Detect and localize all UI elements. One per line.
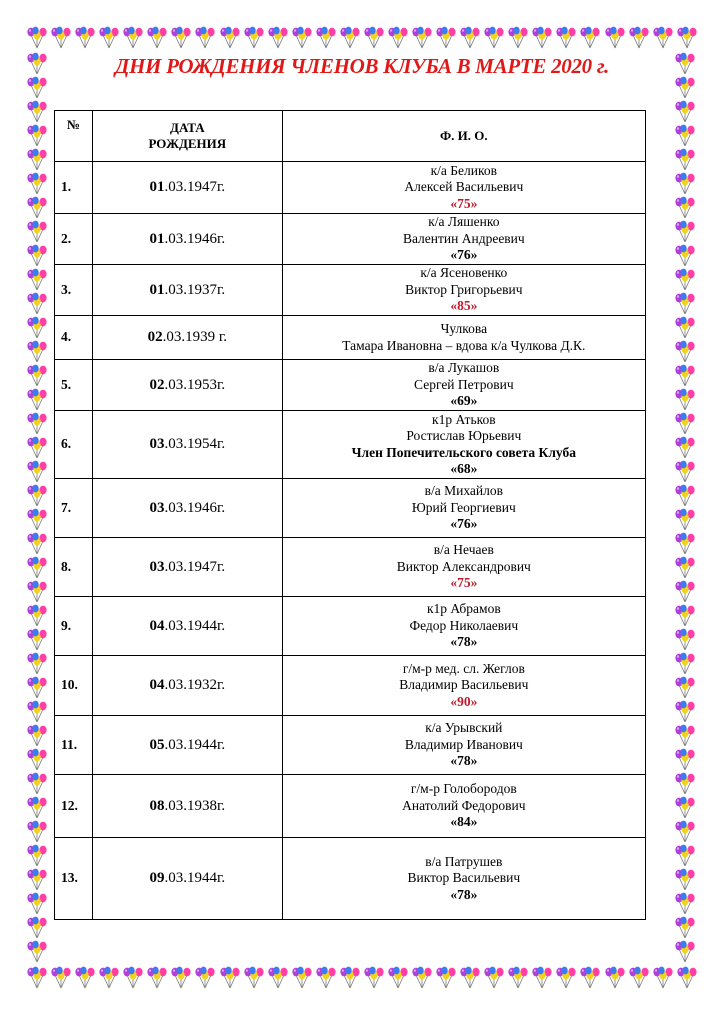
member-age-badge: «78» <box>450 634 478 650</box>
member-name-cell <box>282 162 645 214</box>
member-age-badge: «84» <box>450 814 478 830</box>
balloon-icon <box>26 244 48 268</box>
member-rank-surname: в/а Лукашов <box>428 360 500 376</box>
birth-day: 04 <box>149 617 165 634</box>
balloon-icon <box>243 966 265 990</box>
balloon-icon <box>674 844 696 868</box>
row-number: 12. <box>55 775 93 838</box>
balloon-icon <box>652 26 674 50</box>
balloon-icon <box>26 652 48 676</box>
table-row <box>55 838 646 920</box>
member-age-badge: «78» <box>450 753 478 769</box>
table-row <box>55 775 646 838</box>
member-name-line: Сергей Петрович <box>414 376 514 392</box>
member-rank-surname: в/а Нечаев <box>433 542 494 558</box>
balloon-icon <box>26 364 48 388</box>
member-name-cell <box>282 838 645 920</box>
balloon-icon <box>674 796 696 820</box>
page-title: ДНИ РОЖДЕНИЯ ЧЛЕНОВ КЛУБА В МАРТЕ 2020 г. <box>115 54 609 78</box>
balloon-icon <box>26 868 48 892</box>
member-name-cell <box>282 411 645 479</box>
balloon-icon <box>555 26 577 50</box>
member-name-cell <box>282 775 645 838</box>
balloon-icon <box>26 628 48 652</box>
table-row <box>55 716 646 775</box>
member-name-cell <box>282 479 645 538</box>
balloon-icon <box>26 100 48 124</box>
balloon-icon <box>483 26 505 50</box>
member-name-cell <box>282 316 645 360</box>
birth-month-year: .03.1938г. <box>164 797 226 814</box>
balloon-icon <box>531 26 553 50</box>
balloon-icon <box>26 772 48 796</box>
member-rank-surname: к1р Атьков <box>432 411 496 427</box>
member-name-line: Ростислав Юрьевич <box>406 428 522 443</box>
header-date <box>92 111 282 162</box>
balloon-icon <box>674 940 696 964</box>
member-age-badge: «68» <box>450 461 478 476</box>
birth-month-year: .03.1937г. <box>164 281 226 298</box>
birth-day: 02 <box>147 329 163 346</box>
balloon-icon <box>26 916 48 940</box>
row-number: 1. <box>55 162 93 214</box>
balloon-icon <box>26 796 48 820</box>
balloon-icon <box>26 484 48 508</box>
balloon-icon <box>26 460 48 484</box>
birth-day: 04 <box>149 677 165 694</box>
row-number: 11. <box>55 716 93 775</box>
balloon-icon <box>26 508 48 532</box>
member-note: Член Попечительского совета Клуба <box>351 444 576 460</box>
table-row <box>55 162 646 214</box>
member-name-cell <box>282 656 645 716</box>
header-name: Ф. И. О. <box>282 111 645 162</box>
member-rank-surname: к/а Ляшенко <box>428 214 500 230</box>
balloon-icon <box>194 966 216 990</box>
member-age-badge: «90» <box>450 693 478 709</box>
balloon-icon <box>26 724 48 748</box>
birth-date <box>92 316 282 360</box>
member-name-line: Владимир Васильевич <box>399 677 529 693</box>
balloon-icon <box>674 364 696 388</box>
birth-day: 09 <box>149 870 165 887</box>
birth-date <box>92 214 282 265</box>
balloon-icon <box>267 26 289 50</box>
balloon-icon <box>26 412 48 436</box>
balloon-icon <box>387 26 409 50</box>
balloon-icon <box>459 966 481 990</box>
balloon-border-top <box>26 26 698 50</box>
balloon-icon <box>315 966 337 990</box>
member-rank-surname: Чулкова <box>440 321 488 336</box>
balloon-icon <box>26 820 48 844</box>
table-row <box>55 597 646 656</box>
birth-day: 01 <box>149 230 165 247</box>
row-number: 4. <box>55 316 93 360</box>
balloon-icon <box>26 292 48 316</box>
balloon-icon <box>604 966 626 990</box>
member-rank-surname: в/а Михайлов <box>424 483 504 499</box>
balloon-icon <box>674 76 696 100</box>
birth-month-year: .03.1947г. <box>164 558 226 575</box>
balloon-icon <box>50 966 72 990</box>
member-name-line: Виктор Григорьевич <box>405 281 523 297</box>
balloon-icon <box>604 26 626 50</box>
member-rank-surname: к/а Урывский <box>425 720 503 736</box>
balloon-icon <box>50 26 72 50</box>
balloon-icon <box>674 148 696 172</box>
balloon-icon <box>674 580 696 604</box>
member-name-line: Виктор Васильевич <box>407 870 521 886</box>
birth-day: 03 <box>149 558 165 575</box>
balloon-icon <box>26 604 48 628</box>
birth-date <box>92 162 282 214</box>
header-date-line1: ДАТА <box>170 119 205 135</box>
balloon-icon <box>363 26 385 50</box>
balloon-icon <box>483 966 505 990</box>
balloon-icon <box>674 916 696 940</box>
balloon-icon <box>674 388 696 412</box>
balloon-icon <box>146 966 168 990</box>
table-header-row <box>55 111 646 162</box>
balloon-icon <box>170 966 192 990</box>
balloon-icon <box>122 26 144 50</box>
member-rank-surname: к/а Беликов <box>430 162 498 178</box>
member-name-cell <box>282 538 645 597</box>
balloon-icon <box>26 52 48 76</box>
balloon-icon <box>652 966 674 990</box>
balloon-icon <box>628 26 650 50</box>
row-number: 8. <box>55 538 93 597</box>
balloon-icon <box>146 26 168 50</box>
member-rank-surname: г/м-р Голобородов <box>410 781 517 797</box>
balloon-icon <box>243 26 265 50</box>
birth-month-year: .03.1944г. <box>164 617 226 634</box>
row-number: 3. <box>55 265 93 316</box>
balloon-icon <box>219 26 241 50</box>
balloon-icon <box>674 700 696 724</box>
balloon-icon <box>674 196 696 220</box>
birth-day: 01 <box>149 281 165 298</box>
table-row <box>55 411 646 479</box>
row-number: 10. <box>55 656 93 716</box>
member-name-cell <box>282 597 645 656</box>
balloon-icon <box>674 292 696 316</box>
balloon-icon <box>674 604 696 628</box>
balloon-icon <box>219 966 241 990</box>
birth-date <box>92 716 282 775</box>
balloon-icon <box>291 966 313 990</box>
birth-month-year: .03.1944г. <box>164 870 226 887</box>
balloon-icon <box>674 532 696 556</box>
birth-month-year: .03.1954г. <box>164 436 226 453</box>
member-name-cell <box>282 716 645 775</box>
member-age-badge: «69» <box>450 393 478 409</box>
balloon-icon <box>674 508 696 532</box>
birth-day: 02 <box>149 376 165 393</box>
row-number: 9. <box>55 597 93 656</box>
balloon-icon <box>26 172 48 196</box>
balloon-icon <box>674 412 696 436</box>
balloon-icon <box>674 124 696 148</box>
balloon-icon <box>674 652 696 676</box>
member-name-line: Юрий Георгиевич <box>411 499 516 515</box>
balloon-icon <box>74 26 96 50</box>
member-name-line: Валентин Андреевич <box>402 230 525 246</box>
birth-date <box>92 597 282 656</box>
balloon-icon <box>387 966 409 990</box>
member-age-badge: «78» <box>450 886 478 902</box>
balloon-icon <box>26 76 48 100</box>
birthday-table <box>54 110 646 920</box>
birth-date <box>92 656 282 716</box>
balloon-icon <box>26 124 48 148</box>
balloon-icon <box>435 26 457 50</box>
balloon-icon <box>674 724 696 748</box>
balloon-icon <box>26 268 48 292</box>
row-number: 13. <box>55 838 93 920</box>
balloon-icon <box>674 748 696 772</box>
balloon-border-bottom <box>26 966 698 994</box>
balloon-icon <box>674 868 696 892</box>
balloon-icon <box>267 966 289 990</box>
balloon-icon <box>98 966 120 990</box>
birth-date <box>92 775 282 838</box>
balloon-icon <box>339 966 361 990</box>
balloon-icon <box>194 26 216 50</box>
balloon-icon <box>26 892 48 916</box>
row-number: 7. <box>55 479 93 538</box>
row-number: 5. <box>55 360 93 411</box>
birth-month-year: .03.1946г. <box>164 230 226 247</box>
balloon-icon <box>98 26 120 50</box>
member-name-cell <box>282 265 645 316</box>
balloon-icon <box>26 966 48 990</box>
birth-date <box>92 265 282 316</box>
balloon-icon <box>363 966 385 990</box>
balloon-icon <box>122 966 144 990</box>
balloon-icon <box>315 26 337 50</box>
header-date-line2: РОЖДЕНИЯ <box>148 136 227 151</box>
birth-day: 08 <box>149 797 165 814</box>
birth-day: 05 <box>149 736 165 753</box>
balloon-icon <box>26 580 48 604</box>
balloon-icon <box>26 676 48 700</box>
balloon-icon <box>26 148 48 172</box>
balloon-icon <box>579 966 601 990</box>
birth-month-year: .03.1944г. <box>164 736 226 753</box>
balloon-icon <box>26 196 48 220</box>
balloon-icon <box>674 52 696 76</box>
table-row <box>55 479 646 538</box>
table-row <box>55 214 646 265</box>
balloon-icon <box>26 388 48 412</box>
balloon-icon <box>674 460 696 484</box>
birth-date <box>92 360 282 411</box>
balloon-icon <box>26 844 48 868</box>
balloon-icon <box>674 316 696 340</box>
balloon-icon <box>26 316 48 340</box>
balloon-icon <box>674 628 696 652</box>
balloon-icon <box>674 772 696 796</box>
balloon-icon <box>459 26 481 50</box>
balloon-border-left <box>26 52 50 964</box>
balloon-icon <box>26 532 48 556</box>
member-name-line: Анатолий Федорович <box>402 797 526 813</box>
balloon-icon <box>74 966 96 990</box>
balloon-icon <box>26 436 48 460</box>
birth-date <box>92 838 282 920</box>
birth-day: 01 <box>149 179 165 196</box>
birth-month-year: .03.1946г. <box>164 499 226 516</box>
member-age-badge: «75» <box>450 195 478 211</box>
balloon-icon <box>26 940 48 964</box>
balloon-icon <box>674 268 696 292</box>
balloon-icon <box>674 436 696 460</box>
balloon-icon <box>674 220 696 244</box>
balloon-icon <box>507 966 529 990</box>
member-name-cell <box>282 360 645 411</box>
row-number: 2. <box>55 214 93 265</box>
balloon-icon <box>674 556 696 580</box>
birth-date <box>92 538 282 597</box>
balloon-icon <box>628 966 650 990</box>
balloon-icon <box>411 966 433 990</box>
balloon-icon <box>674 172 696 196</box>
balloon-icon <box>170 26 192 50</box>
balloon-icon <box>674 100 696 124</box>
member-age-badge: «85» <box>450 298 478 314</box>
birth-day: 03 <box>149 499 165 516</box>
birth-month-year: .03.1953г. <box>164 376 226 393</box>
balloon-icon <box>674 820 696 844</box>
table-row <box>55 316 646 360</box>
member-name-line: Виктор Александрович <box>396 558 531 574</box>
table-row <box>55 360 646 411</box>
balloon-icon <box>26 340 48 364</box>
balloon-icon <box>291 26 313 50</box>
balloon-icon <box>555 966 577 990</box>
member-name-cell <box>282 214 645 265</box>
member-age-badge: «75» <box>450 575 478 591</box>
birth-month-year: .03.1939 г. <box>162 329 228 346</box>
birth-date <box>92 411 282 479</box>
member-name-line: Федор Николаевич <box>409 617 519 633</box>
member-rank-surname: в/а Патрушев <box>425 853 503 869</box>
balloon-icon <box>507 26 529 50</box>
member-name-line: Тамара Ивановна – вдова к/а Чулкова Д.К. <box>342 337 586 353</box>
header-num: № <box>55 111 93 162</box>
balloon-icon <box>26 748 48 772</box>
balloon-icon <box>531 966 553 990</box>
member-age-badge: «76» <box>450 247 478 263</box>
table-row <box>55 538 646 597</box>
balloon-icon <box>676 26 698 50</box>
birth-month-year: .03.1947г. <box>164 179 226 196</box>
balloon-icon <box>26 220 48 244</box>
balloon-icon <box>26 700 48 724</box>
balloon-border-right <box>674 52 698 964</box>
balloon-icon <box>674 244 696 268</box>
balloon-icon <box>674 892 696 916</box>
member-name-line: Владимир Иванович <box>404 736 523 752</box>
row-number: 6. <box>55 411 93 479</box>
table-row <box>55 265 646 316</box>
birth-date <box>92 479 282 538</box>
balloon-icon <box>674 676 696 700</box>
balloon-icon <box>411 26 433 50</box>
balloon-icon <box>579 26 601 50</box>
balloon-icon <box>26 26 48 50</box>
balloon-icon <box>674 484 696 508</box>
balloon-icon <box>674 340 696 364</box>
member-name-line: Алексей Васильевич <box>404 179 524 195</box>
table-row <box>55 656 646 716</box>
member-rank-surname: г/м-р мед. сл. Жеглов <box>402 660 525 676</box>
balloon-icon <box>339 26 361 50</box>
member-rank-surname: к1р Абрамов <box>426 601 501 617</box>
balloon-icon <box>435 966 457 990</box>
balloon-icon <box>26 556 48 580</box>
birth-month-year: .03.1932г. <box>164 677 226 694</box>
member-age-badge: «76» <box>450 516 478 532</box>
birth-day: 03 <box>149 436 165 453</box>
member-rank-surname: к/а Ясеновенко <box>420 265 508 281</box>
balloon-icon <box>676 966 698 990</box>
